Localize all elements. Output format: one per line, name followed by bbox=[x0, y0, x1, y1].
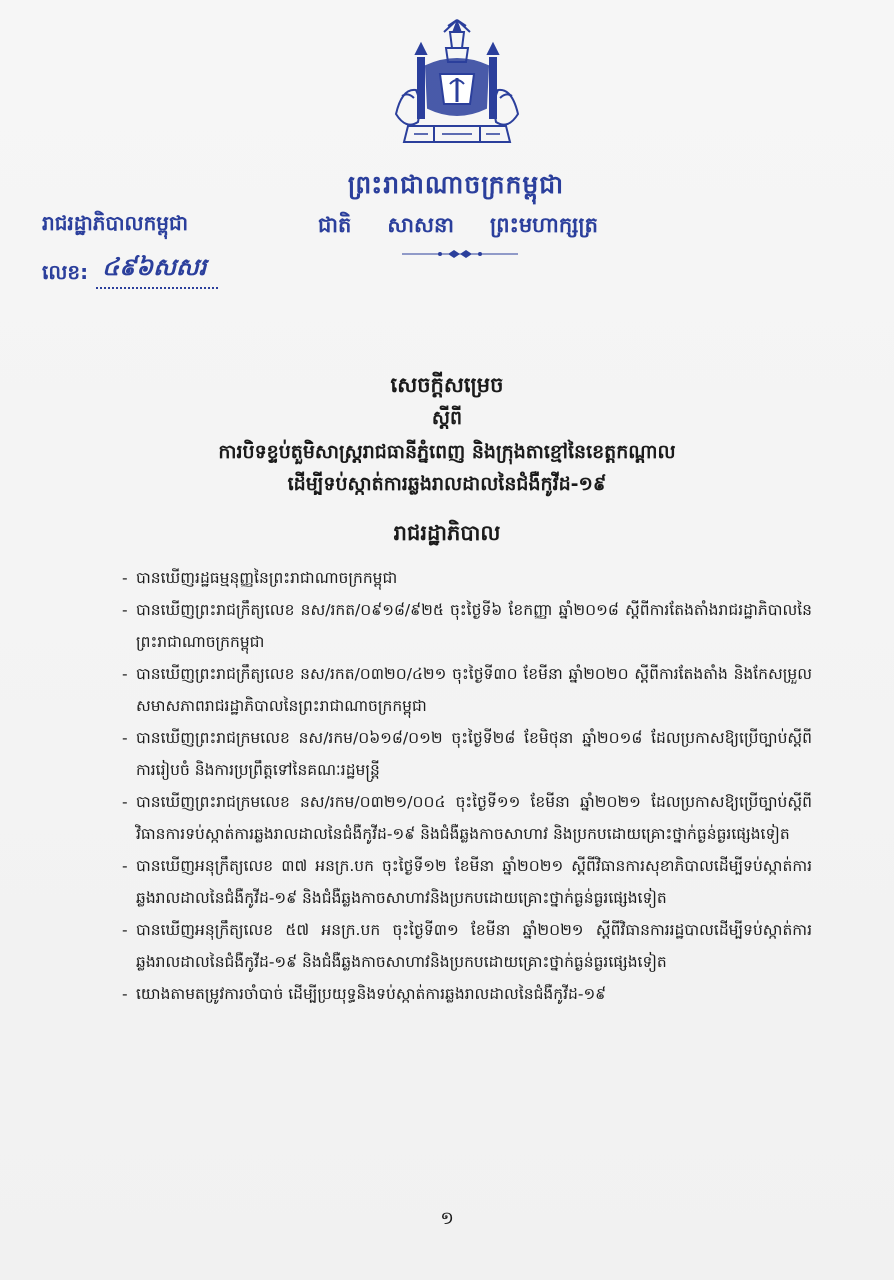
motto-nation: ជាតិ bbox=[318, 213, 352, 237]
number-label: លេខ: bbox=[42, 260, 89, 284]
list-item: - យោងតាមតម្រូវការចាំបាច់ ដើម្បីប្រយុទ្ធនិងទប់ស្កាត់ការឆ្លងរាលដាលនៃជំងឺកូវីដ-១៩ bbox=[122, 978, 812, 1010]
list-item: - បានឃើញអនុក្រឹត្យលេខ ៣៧ អនក្រ.បក ចុះថ្ងៃទី១២ ខែមីនា ឆ្នាំ២០២១ ស្តីពីវិធានការសុខាភិបាលដើម្បីទប់ស្កាត់ការឆ្លងរាលដាលនៃជំងឺកូវីដ-១៩ និងជំងឺឆ្លងកាចសាហាវនិងប្រកបដោយគ្រោះថ្នាក់ធ្ងន់ធ្ងរផ្សេងទៀត bbox=[122, 850, 812, 914]
subject-line-2: ដើម្បីទប់ស្កាត់ការឆ្លងរាលដាលនៃជំងឺកូវីដ-១៩ bbox=[287, 473, 607, 495]
legal-basis-list bbox=[122, 562, 812, 1010]
list-item: - បានឃើញរដ្ឋធម្មនុញ្ញនៃព្រះរាជាណាចក្រកម្ពុជា bbox=[122, 562, 812, 594]
motto-religion: សាសនា bbox=[387, 213, 454, 237]
royal-coat-of-arms-icon bbox=[388, 18, 526, 160]
motto-king: ព្រះមហាក្សត្រ bbox=[490, 213, 598, 237]
list-item: - បានឃើញអនុក្រឹត្យលេខ ៥៧ អនក្រ.បក ចុះថ្ងៃទី៣១ ខែមីនា ឆ្នាំ២០២១ ស្តីពីវិធានការរដ្ឋបាលដើម្បីទប់ស្កាត់ការឆ្លងរាលដាលនៃជំងឺកូវីដ-១៩ និងជំងឺឆ្លងកាចសាហាវនិងប្រកបដោយគ្រោះថ្នាក់ធ្ងន់ធ្ងរផ្សេងទៀត bbox=[122, 914, 812, 978]
kingdom-title: ព្រះរាជាណាចក្រកម្ពុជា bbox=[347, 170, 565, 199]
list-item: - បានឃើញព្រះរាជក្រឹត្យលេខ នស/រកត/០៩១៨/៩២៥ ចុះថ្ងៃទី៦ ខែកញ្ញា ឆ្នាំ២០១៨ ស្តីពីការតែងតាំងរាជរដ្ឋាភិបាលនៃព្រះរាជាណាចក្រកម្ពុជា bbox=[122, 594, 812, 658]
list-item: - បានឃើញព្រះរាជក្រមលេខ នស/រកម/០៦១៨/០១២ ចុះថ្ងៃទី២៨ ខែមិថុនា ឆ្នាំ២០១៨ ដែលប្រកាសឱ្យប្រើច្បាប់ស្តីពីការរៀបចំ និងការប្រព្រឹត្តទៅនៃគណៈរដ្ឋមន្ត្រី bbox=[122, 722, 812, 786]
about-heading: ស្តីពី bbox=[431, 407, 463, 429]
subject-line-1: ការបិទខ្ទប់តួមិសាស្ត្ររាជធានីភ្នំពេញ និងក្រុងតាខ្មៅនៃខេត្តកណ្តាល bbox=[218, 441, 676, 463]
number-value: ៤៩៦សសរ bbox=[96, 252, 218, 289]
document-number bbox=[42, 252, 218, 289]
issuing-government: រាជរដ្ឋាភិបាលកម្ពុជា bbox=[42, 211, 188, 235]
government-heading: រាជរដ្ឋាភិបាល bbox=[393, 521, 501, 545]
list-item: - បានឃើញព្រះរាជក្រមលេខ នស/រកម/០៣២១/០០៤ ចុះថ្ងៃទី១១ ខែមីនា ឆ្នាំ២០២១ ដែលប្រកាសឱ្យប្រើច្បាប់ស្តីពីវិធានការទប់ស្កាត់ការឆ្លងរាលដាលនៃជំងឺកូវីដ-១៩ និងជំងឺឆ្លងកាចសាហាវ និងប្រកបដោយគ្រោះថ្នាក់ធ្ងន់ធ្ងរផ្សេងទៀត bbox=[122, 786, 812, 850]
decision-heading: សេចក្តីសម្រេច bbox=[390, 373, 504, 397]
national-motto bbox=[318, 212, 598, 243]
page-number: ១ bbox=[440, 1208, 454, 1229]
ornament-divider-icon bbox=[400, 249, 520, 259]
list-item: - បានឃើញព្រះរាជក្រឹត្យលេខ នស/រកត/០៣២០/៤២១ ចុះថ្ងៃទី៣០ ខែមីនា ឆ្នាំ២០២០ ស្តីពីការតែងតាំង និងកែសម្រួលសមាសភាពរាជរដ្ឋាភិបាលនៃព្រះរាជាណាចក្រកម្ពុជា bbox=[122, 658, 812, 722]
